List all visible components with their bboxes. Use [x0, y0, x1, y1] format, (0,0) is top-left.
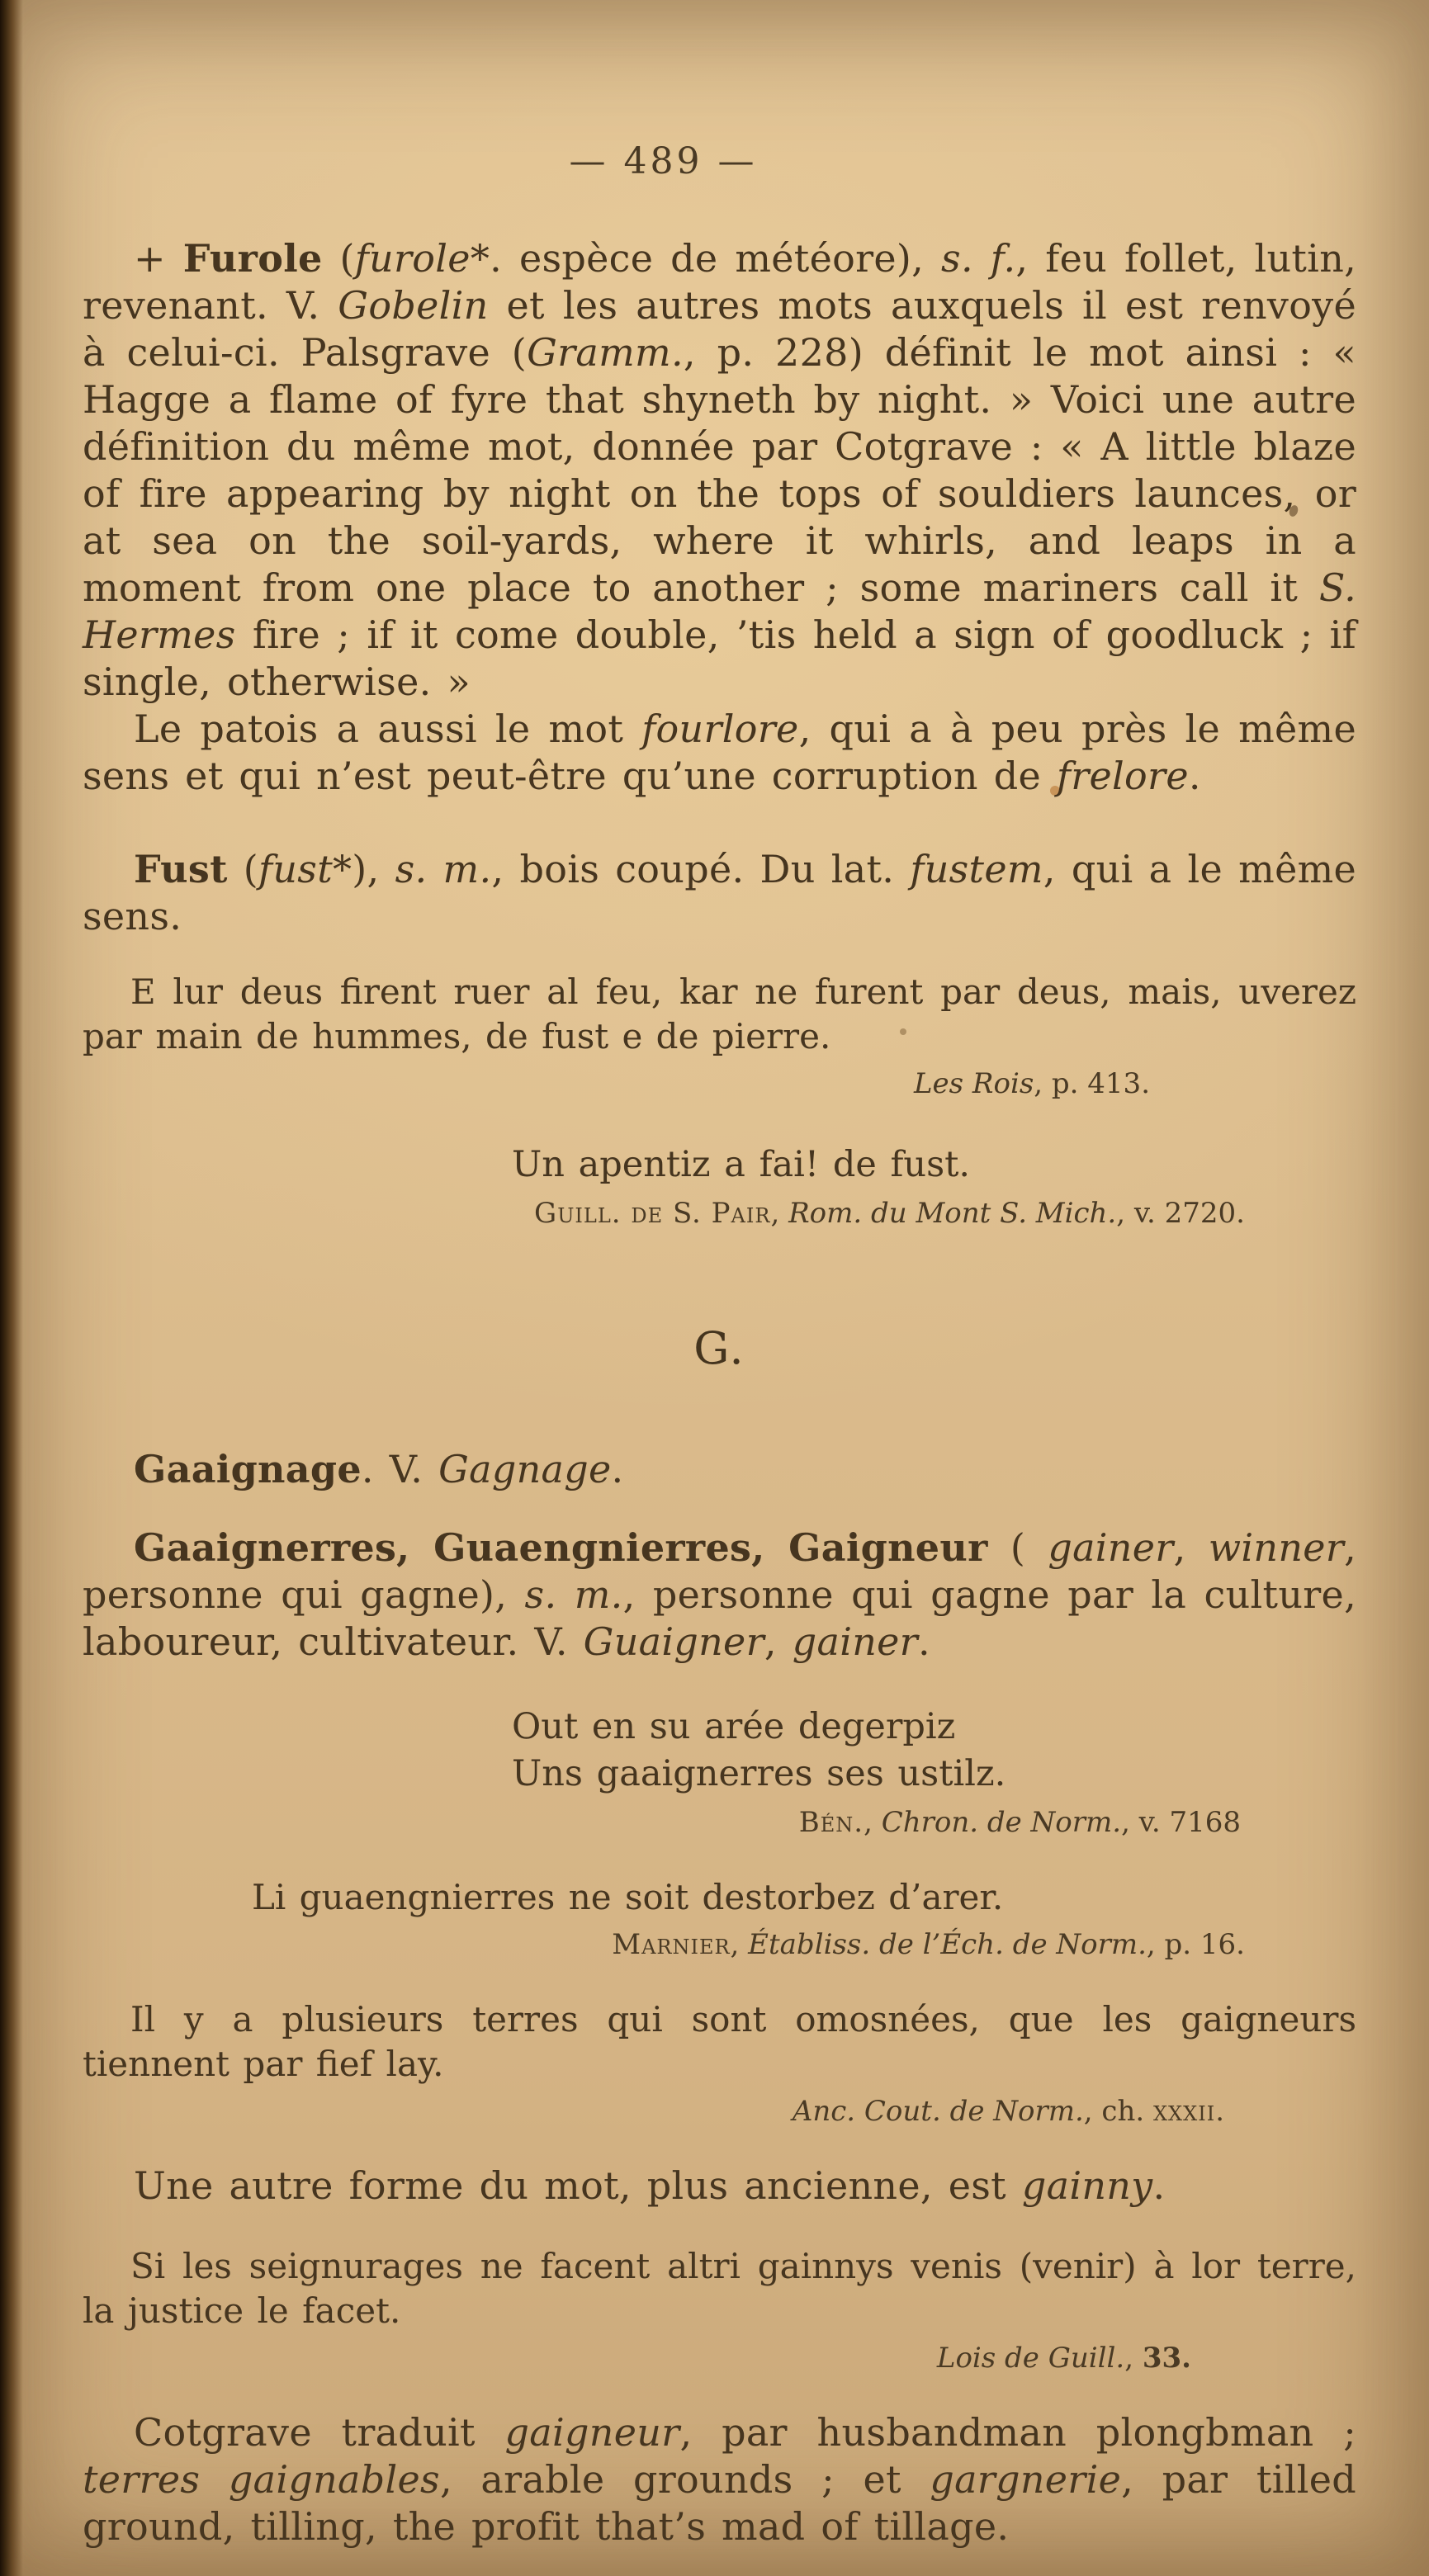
citation-anc-cout: [83, 2093, 1224, 2129]
text-run: xxxii: [1152, 2095, 1216, 2128]
citation-guill-de-s-pair: [83, 1195, 1245, 1231]
verse-line: Uns gaaignerres ses ustilz.: [512, 1753, 1006, 1794]
entry-gaaignerres-paragraph: [83, 1524, 1356, 1666]
text-run: . V.: [361, 1447, 439, 1491]
text-run: , p. 413.: [1034, 1067, 1150, 1100]
paragraph-gainny: [83, 2162, 1356, 2210]
section-heading-g: G.: [693, 1322, 745, 1374]
page-content: [83, 140, 1356, 2550]
text-run: , arable grounds ; et: [439, 2457, 930, 2502]
text-run: Marnier: [612, 1928, 731, 1961]
text-run: , par tilled ground, tilling, the profit that’s mad of tillage.: [83, 2457, 1356, 2549]
text-run: Gramm.: [527, 330, 684, 375]
text-run: gainny: [1021, 2163, 1153, 2208]
text-run: Furole: [182, 236, 323, 281]
verse-line: Out en su arée degerpiz: [512, 1706, 956, 1747]
text-run: Si les seignurages ne facent altri gainnys venis (venir) à lor terre, la justice le facet.: [83, 2246, 1356, 2331]
text-run: , p. 228) définit le mot ainsi : « Hagge a flame of fyre that shyneth by night. » Voici une autre définition du même mot, donnée par Cotgrave : « A little blaze of fire appearing by night on the tops of souldiers launces, or at sea on the soil-yards, where it whirls, and leaps in a moment from one place to another ; some mariners call it: [83, 330, 1356, 610]
text-run: gargnerie: [930, 2457, 1122, 2502]
text-run: winner: [1208, 1525, 1345, 1570]
text-run: gaigneur: [504, 2410, 680, 2455]
text-run: frelore: [1056, 754, 1189, 798]
text-run: terres gaignables: [83, 2457, 440, 2502]
text-run: , par husbandman plongbman ;: [679, 2410, 1356, 2455]
text-run: s. f.: [941, 236, 1016, 281]
text-run: , feu follet, lutin, revenant. V.: [83, 236, 1357, 328]
text-run: ,: [1173, 1525, 1209, 1570]
quote-li-guaengnierres: [83, 1875, 1356, 1920]
text-run: fire ; if it come double, ’tis held a sign of goodluck ; if single, otherwise. »: [83, 612, 1356, 704]
text-run: .: [611, 1447, 624, 1491]
text-run: s. m.: [524, 1572, 623, 1617]
text-run: Il y a plusieurs terres qui sont omosnées, que les gaigneurs tiennent par fief lay.: [83, 1999, 1356, 2084]
text-run: , ch.: [1083, 2095, 1153, 2128]
text-run: Lois de Guill.: [936, 2342, 1125, 2375]
entry-gaaignage-paragraph: [83, 1446, 1356, 1493]
citation-les-rois: [83, 1066, 1150, 1102]
entry-fust-paragraph: [83, 846, 1356, 940]
text-run: Établiss. de l’Éch. de Norm.: [748, 1928, 1147, 1961]
text-run: +: [134, 236, 183, 281]
text-run: Gagnage: [438, 1447, 612, 1491]
citation-lois-de-guill: [83, 2340, 1191, 2376]
text-run: (: [987, 1525, 1048, 1570]
text-run: , personne qui gagne),: [83, 1525, 1356, 1617]
citation-ben-chron: [83, 1804, 1241, 1841]
text-run: 33.: [1142, 2342, 1191, 2375]
paragraph-cotgrave: [83, 2409, 1356, 2550]
text-run: furole: [354, 236, 471, 281]
verse-out-en-su: [83, 1704, 1356, 1798]
text-run: , qui a le même sens.: [83, 847, 1357, 938]
text-run: .: [1188, 754, 1201, 798]
text-run: Le patois a aussi le mot: [134, 707, 642, 751]
text-run: , p. 16.: [1146, 1928, 1245, 1961]
text-run: gainer: [1048, 1525, 1174, 1570]
text-run: , bois coupé. Du lat.: [491, 847, 911, 891]
text-run: Gaaignerres, Guaengnierres, Gaigneur: [134, 1525, 988, 1570]
text-run: Fust: [134, 847, 228, 891]
text-run: Une autre forme du mot, plus ancienne, est: [134, 2163, 1022, 2208]
quote-les-rois: [83, 970, 1356, 1059]
text-run: et les autres mots auxquels il est renvoyé à celui-ci. Palsgrave (: [83, 283, 1356, 375]
text-run: , qui a à peu près le même sens et qui n’est peut-être qu’une corruption de: [83, 707, 1356, 798]
citation-marnier: [83, 1926, 1245, 1963]
text-run: Chron. de Norm.: [881, 1806, 1122, 1839]
text-run: Cotgrave traduit: [134, 2410, 505, 2455]
text-run: *. espèce de météore),: [470, 236, 942, 281]
page-number: — 489 —: [569, 140, 758, 182]
text-run: *),: [332, 847, 395, 891]
text-run: Bén.: [798, 1806, 864, 1839]
text-run: fourlore: [641, 707, 799, 751]
text-run: ,: [1124, 2342, 1143, 2375]
verse-apentiz: Un apentiz a fai! de fust.: [512, 1144, 971, 1185]
text-run: s. m.: [395, 847, 492, 891]
text-run: , v. 2720.: [1116, 1197, 1245, 1230]
text-run: ,: [730, 1928, 749, 1961]
text-run: Li guaengnierres ne soit destorbez d’arer.: [252, 1877, 1004, 1917]
text-run: ,: [770, 1197, 789, 1230]
text-run: ,: [864, 1806, 882, 1839]
text-run: Gaaignage: [134, 1447, 362, 1491]
quote-il-y-a-plusieurs: [83, 1997, 1356, 2087]
text-run: .: [1215, 2095, 1224, 2128]
text-run: Anc. Cout. de Norm.: [792, 2095, 1084, 2128]
furole-patois-paragraph: [83, 706, 1356, 800]
text-run: fustem: [910, 847, 1043, 891]
text-run: E lur deus firent ruer al feu, kar ne furent par deus, mais, uverez par main de hummes, de fust e de pierre.: [83, 971, 1356, 1056]
book-binding-shadow: [0, 0, 23, 2576]
text-run: .: [1152, 2163, 1166, 2208]
text-run: fust: [258, 847, 333, 891]
text-run: Guill. de S. Pair: [534, 1197, 771, 1230]
text-run: (: [322, 236, 355, 281]
entry-furole-paragraph: [83, 235, 1356, 706]
text-run: S. Hermes: [83, 565, 1356, 657]
text-run: Gobelin: [338, 283, 489, 328]
text-run: , v. 7168: [1121, 1806, 1241, 1839]
text-run: gainer: [792, 1619, 918, 1664]
text-run: ,: [764, 1619, 793, 1664]
quote-si-les-seignurages: [83, 2244, 1356, 2333]
text-run: , personne qui gagne par la culture, laboureur, cultivateur. V.: [83, 1572, 1356, 1664]
text-run: Les Rois: [913, 1067, 1034, 1100]
text-run: .: [917, 1619, 930, 1664]
text-run: (: [227, 847, 259, 891]
text-run: Rom. du Mont S. Mich.: [788, 1197, 1117, 1230]
text-run: Guaigner: [583, 1619, 764, 1664]
